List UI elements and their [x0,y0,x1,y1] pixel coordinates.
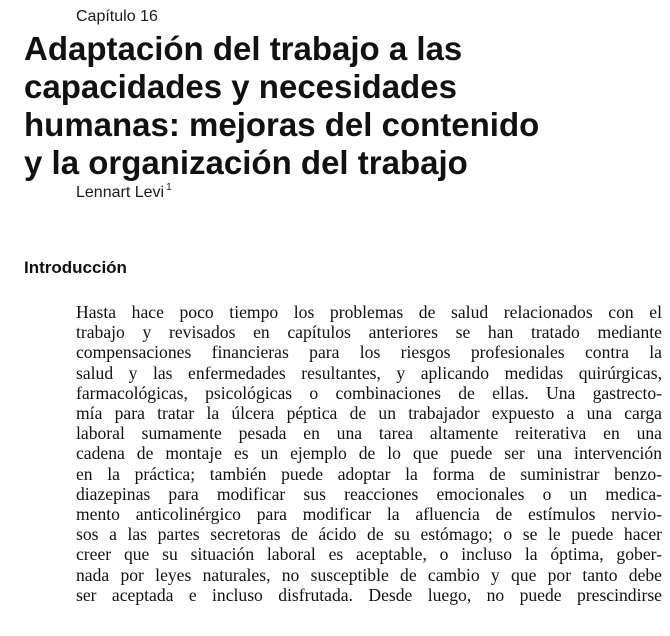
author-byline [76,182,172,202]
text-line: farmacológicas, psicológicas o combinaciones de ellas. Una gastrecto- [76,382,662,403]
text-line: ser aceptada e incluso disfrutada. Desde luego, no puede prescindirse [76,584,662,605]
body-paragraph [76,302,662,605]
text-line: mento anticolinérgico para modificar la afluencia de estímulos nervio- [76,504,662,525]
text-line: compensaciones financieras para los riesgos profesionales contra la [76,342,662,363]
text-line: salud y las enfermedades resultantes, y aplicando medidas quirúrgicas, [76,362,662,383]
chapter-title [24,30,664,182]
title-line: humanas: mejoras del contenido [24,106,540,143]
title-line: capacidades y necesidades [24,68,457,105]
text-line: nada por leyes naturales, no susceptible de cambio y que por tanto debe [76,564,662,585]
text-line: en la práctica; también puede adoptar la forma de suministrar benzo- [76,463,662,484]
author-name: Lennart Levi [76,184,165,201]
text-line: laboral sumamente pesada en una tarea altamente reiterativa en una [76,423,662,444]
author-footnote-marker[interactable]: 1 [166,182,172,193]
text-line: creer que su situación laboral es aceptable, o incluso la óptima, gober- [76,544,662,565]
section-heading: Introducción [24,258,127,277]
title-line: y la organización del trabajo [24,144,468,181]
text-line: mía para tratar la úlcera péptica de un trabajador expuesto a una carga [76,403,662,424]
text-line: sos a las partes secretoras de ácido de su estómago; o se le puede hacer [76,524,662,545]
chapter-label: Capítulo 16 [76,8,158,25]
text-line: Hasta hace poco tiempo los problemas de salud relacionados con el [76,302,662,322]
title-line: Adaptación del trabajo a las [24,30,463,67]
text-line: trabajo y revisados en capítulos anteriores se han tratado mediante [76,322,662,343]
text-line: diazepinas para modificar sus reacciones emocionales o un medica- [76,483,662,504]
text-line: cadena de montaje es un ejemplo de lo que puede ser una intervención [76,443,662,464]
